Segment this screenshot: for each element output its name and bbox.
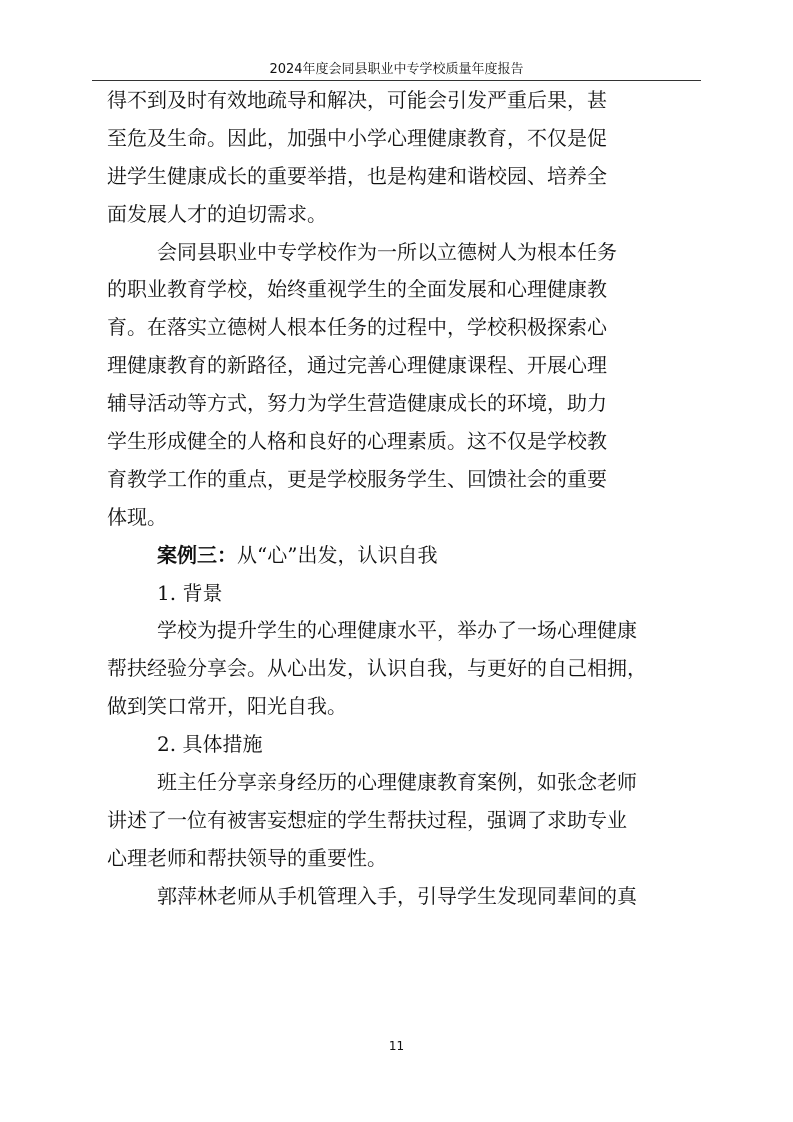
document-body [107, 90, 687, 924]
case-heading-title: 从“心”出发，认识自我 [237, 542, 438, 567]
paragraph-line: 至危及生命。因此，加强中小学心理健康教育，不仅是促 [107, 125, 607, 150]
paragraph-line: 育。在落实立德树人根本任务的过程中，学校积极探索心 [107, 315, 607, 340]
section-heading-measures: 2. 具体措施 [157, 732, 263, 757]
paragraph-line: 郭萍林老师从手机管理入手，引导学生发现同辈间的真 [157, 883, 637, 908]
paragraph-line: 会同县职业中专学校作为一所以立德树人为根本任务 [157, 239, 617, 264]
paragraph-line: 帮扶经验分享会。从心出发，认识自我，与更好的自己相拥， [107, 656, 647, 681]
paragraph-line: 讲述了一位有被害妄想症的学生帮扶过程，强调了求助专业 [107, 807, 627, 832]
paragraph-line: 理健康教育的新路径，通过完善心理健康课程、开展心理 [107, 353, 607, 378]
paragraph-line: 辅导活动等方式，努力为学生营造健康成长的环境，助力 [107, 391, 607, 416]
running-header: 2024年度会同县职业中专学校质量年度报告 [269, 62, 524, 77]
paragraph-line: 进学生健康成长的重要举措，也是构建和谐校园、培养全 [107, 163, 607, 188]
paragraph-line: 面发展人才的迫切需求。 [107, 201, 327, 226]
paragraph-line: 学生形成健全的人格和良好的心理素质。这不仅是学校教 [107, 429, 607, 454]
paragraph-line: 体现。 [107, 504, 167, 529]
page-number: 11 [388, 1039, 405, 1053]
paragraph-line: 的职业教育学校，始终重视学生的全面发展和心理健康教 [107, 277, 607, 302]
paragraph-line: 学校为提升学生的心理健康水平，举办了一场心理健康 [157, 618, 637, 643]
case-heading [107, 542, 687, 567]
paragraph-line: 育教学工作的重点，更是学校服务学生、回馈社会的重要 [107, 466, 607, 491]
header-divider [92, 80, 701, 81]
paragraph-line: 班主任分享亲身经历的心理健康教育案例，如张念老师 [157, 770, 637, 795]
case-heading-label: 案例三： [157, 542, 237, 567]
paragraph-line: 心理老师和帮扶领导的重要性。 [107, 845, 387, 870]
section-heading-background: 1. 背景 [157, 580, 223, 605]
paragraph-line: 得不到及时有效地疏导和解决，可能会引发严重后果，甚 [107, 88, 607, 112]
paragraph-line: 做到笑口常开，阳光自我。 [107, 694, 347, 719]
